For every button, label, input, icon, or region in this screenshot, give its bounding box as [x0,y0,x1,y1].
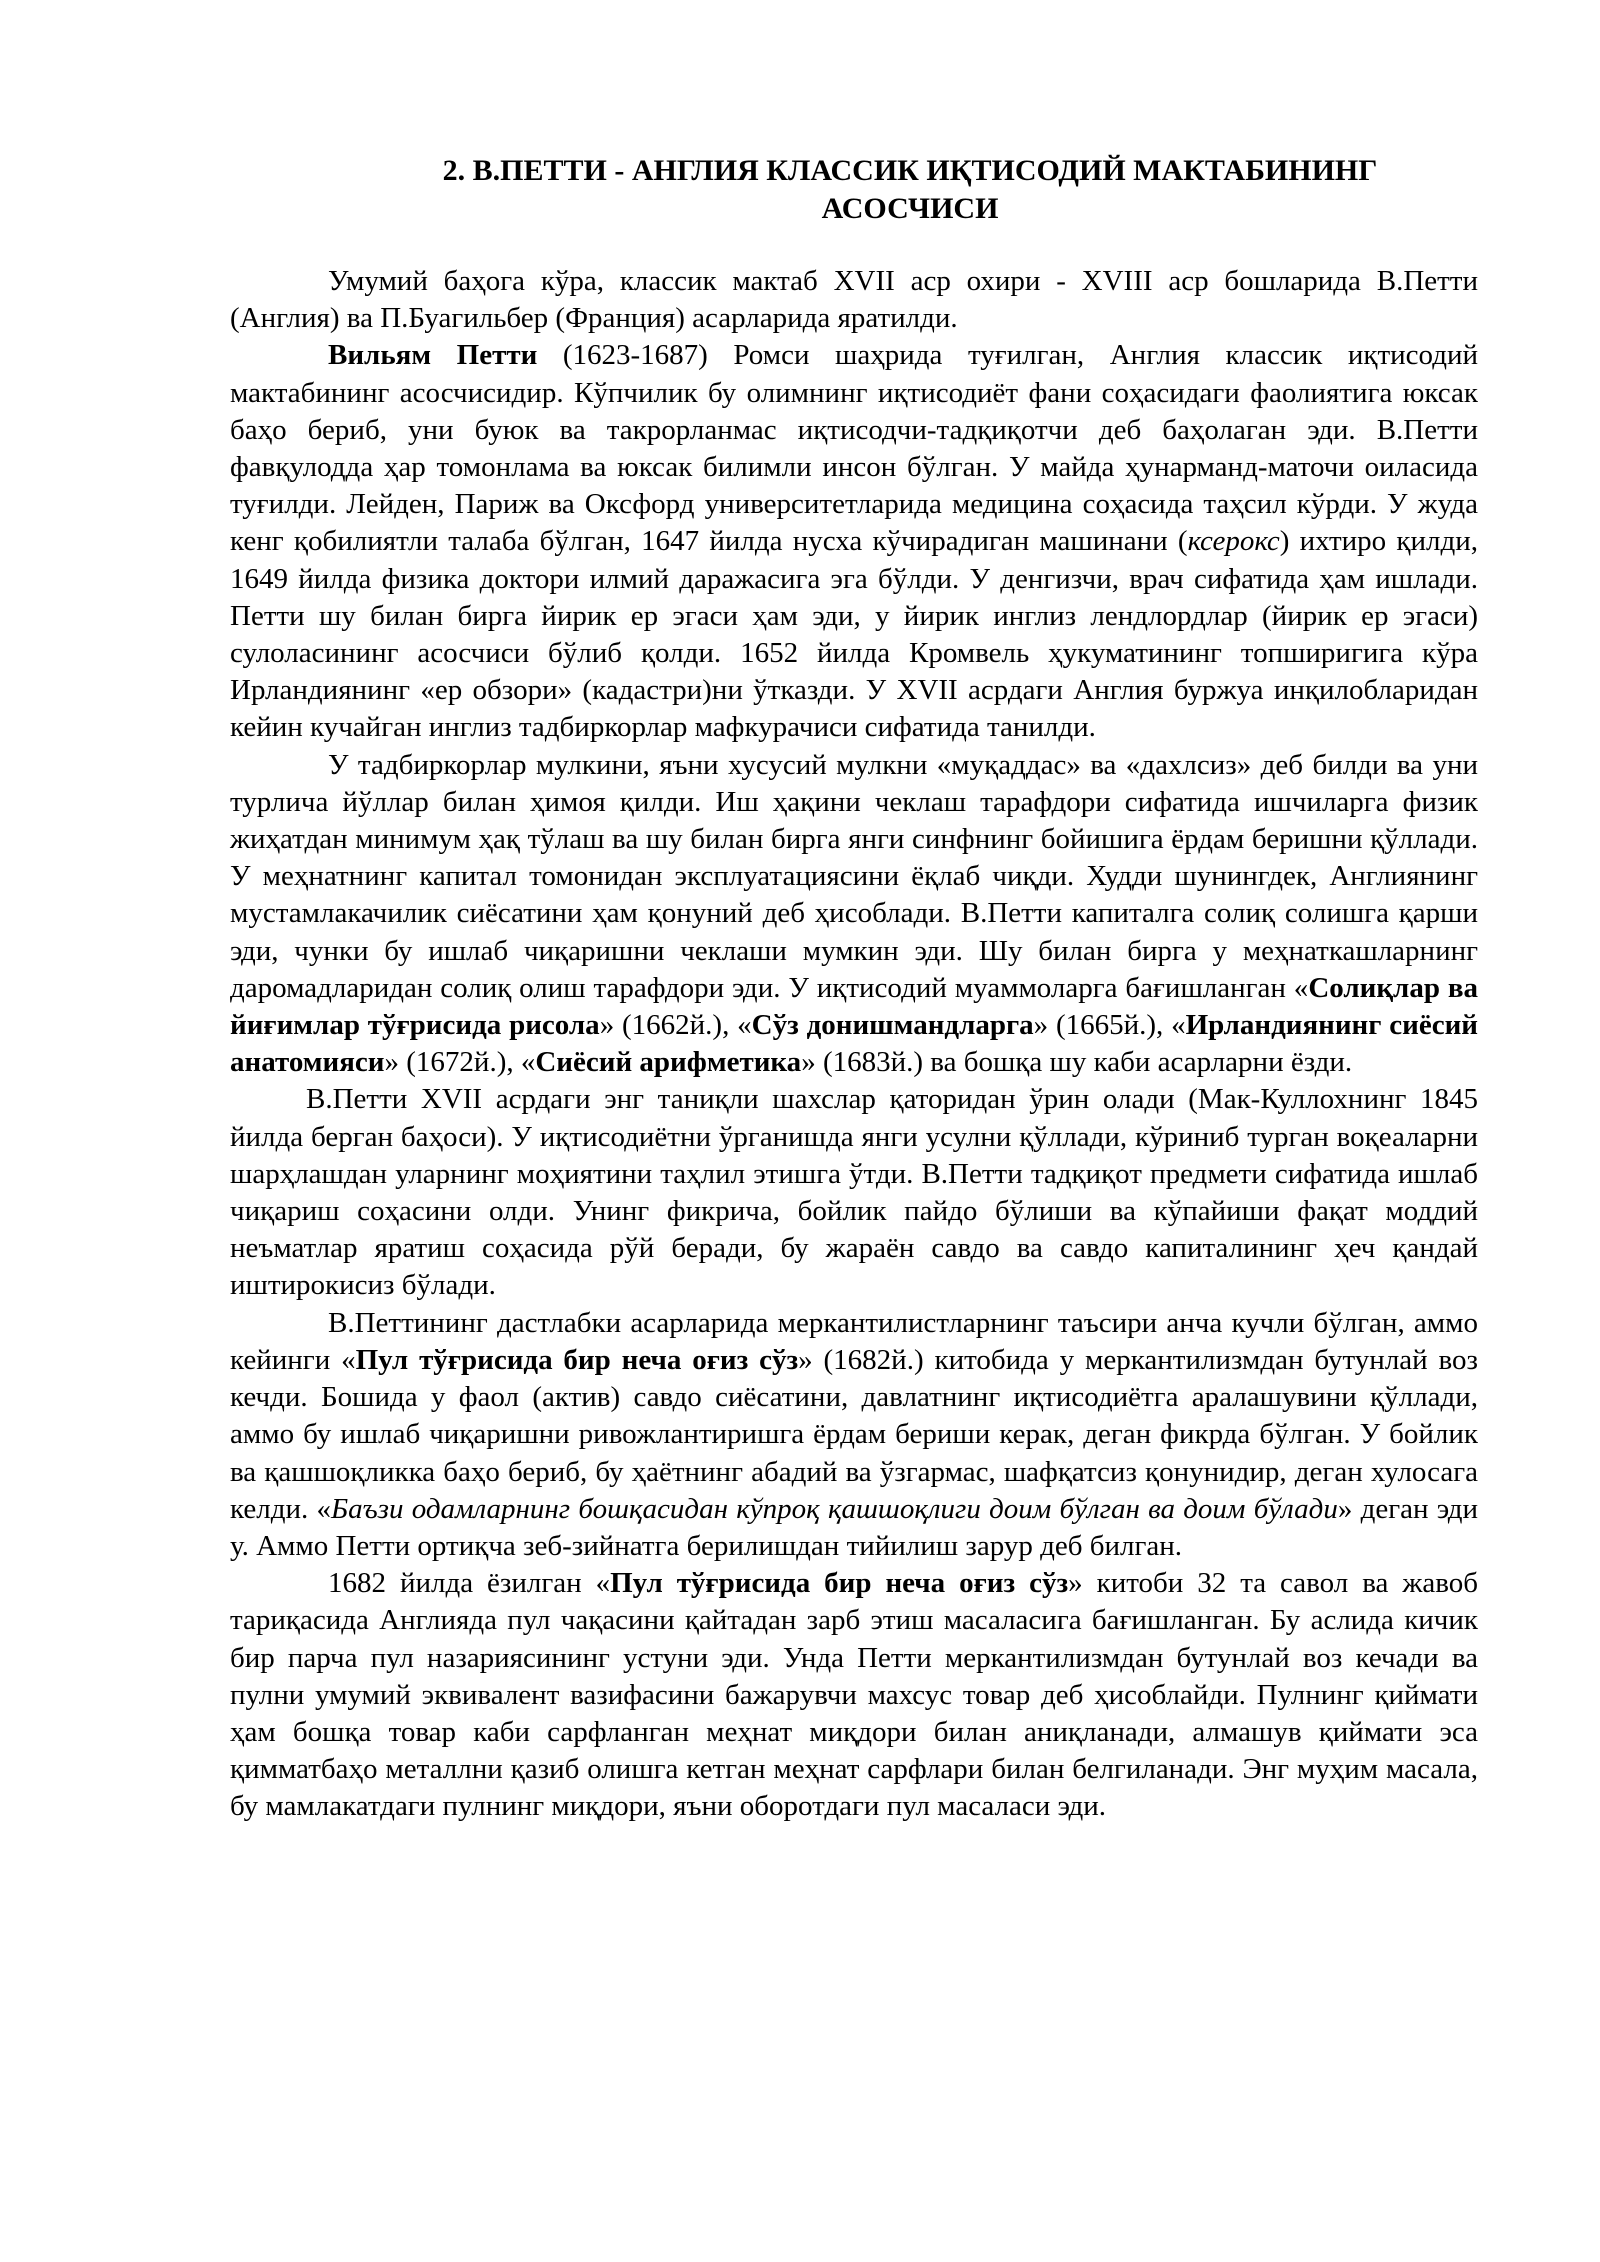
paragraph-2 [230,337,1478,746]
paragraph-5-text-a: В.Петтининг дастлабки асарларида меркантилистларнинг таъсири анча кучли бўлган, аммо кейинги « [230,1306,1478,1376]
paragraph-6 [230,1565,1478,1825]
work-title-3: Ирландиянинг сиёсий анатомияси [230,1009,1478,1079]
paragraph-3-text-e: » (1683й.) ва бошқа шу каби асарларни ёзди. [801,1046,1353,1079]
paragraph-3-text-b: » (1662й.), « [599,1009,752,1042]
title-line-2: АСОСЧИСИ [821,192,999,225]
work-title-money: Пул тўғрисида бир неча оғиз сўз [355,1343,799,1376]
page-title [360,152,1460,228]
quote: Баъзи одамларнинг бошқасидан кўпроқ қашшоқлиги доим бўлган ва доим бўлади [331,1492,1338,1525]
title-line-1: 2. В.ПЕТТИ - АНГЛИЯ КЛАССИК ИҚТИСОДИЙ МАКТАБИНИНГ [442,154,1378,187]
work-title-money-2: Пул тўғрисида бир неча оғиз сўз [610,1567,1069,1600]
work-title-4: Сиёсий арифметика [535,1046,802,1079]
paragraph-6-text-b: » китоби 32 та савол ва жавоб тариқасида Англияда пул чақасини қайтадан зарб этиш масаласига бағишланган. Бу аслида кичик бир парча пул назариясининг устуни эди. Унда Петти меркантилизмдан бутунлай воз кечади ва пулни умумий эквивалент вазифасини бажарувчи махсус товар деб ҳисоблайди. Пулнинг қиймати ҳам бошқа товар каби сарфланган меҳнат миқдори билан аниқланади, алмашув қиймати эса қимматбаҳо металлни қазиб олишга кетган меҳнат сарфлари билан белгиланади. Энг муҳим масала, бу мамлакатдаги пулнинг миқдори, яъни оборотдаги пул масаласи эди. [230,1567,1478,1823]
work-title-2: Сўз донишмандларга [751,1009,1034,1042]
person-name: Вильям Петти [328,339,538,372]
paragraph-3-text-d: » (1672й.), « [384,1046,536,1079]
work-title-1: Солиқлар ва йиғимлар тўғрисида рисола [230,971,1478,1042]
document-body [230,263,1478,1826]
paragraph-5-text-c: » деган эди у. Аммо Петти ортиқча зеб-зийнатга берилишдан тийилиш зарур деб билган. [230,1492,1478,1562]
paragraph-3-text-c: » (1665й.), « [1033,1009,1186,1042]
paragraph-6-text-a: 1682 йилда ёзилган « [328,1567,611,1600]
xerox-term: ксерокс [1187,525,1280,558]
paragraph-5-text-b: » (1682й.) китобида у меркантилизмдан бутунлай воз кечди. Бошида у фаол (актив) савдо сиёсатини, давлатнинг иқтисодиётга аралашувини қўллади, аммо бу ишлаб чиқаришни ривожлантиришга ёрдам бериши керак, деган фикрда бўлган. У бойлик ва қашшоқликка баҳо бериб, бу ҳаётнинг абадий ва ўзгармас, шафқатсиз қонунидир, деган хулосага келди. « [230,1343,1479,1525]
paragraph-1: Умумий баҳога кўра, классик мактаб XVII аср охири - XVIII аср бошларида В.Петти (Англия) ва П.Буагильбер (Франция) асарларида яратилди. [230,265,1478,335]
paragraph-3 [230,747,1478,1082]
paragraph-2-text-b: ) ихтиро қилди, 1649 йилда физика доктори илмий даражасига эга бўлди. У денгизчи, врач сифатида ҳам ишлади. Петти шу билан бирга йирик ер эгаси ҳам эди, у йирик инглиз лендлордлар (йирик ер эгаси) сулоласининг асосчиси бўлиб қолди. 1652 йилда Кромвель ҳукуматининг топширигига кўра Ирландиянинг «ер обзори» (кадастри)ни ўтказди. У XVII асрдаги Англия буржуа инқилобларидан кейин кучайган инглиз тадбиркорлар мафкурачиси сифатида танилди. [230,525,1478,744]
paragraph-4: В.Петти XVII асрдаги энг таниқли шахслар қаторидан ўрин олади (Мак-Куллохнинг 1845 йилда берган баҳоси). У иқтисодиётни ўрганишда янги усулни қўллади, кўриниб турган воқеаларни шарҳлашдан уларнинг моҳиятини таҳлил этишга ўтди. В.Петти тадқиқот предмети сифатида ишлаб чиқариш соҳасини олди. Унинг фикрича, бойлик пайдо бўлиши ва кўпайиши фақат моддий неъматлар яратиш соҳасида рўй беради, бу жараён савдо ва савдо капиталининг ҳеч қандай иштирокисиз бўлади. [230,1083,1478,1302]
paragraph-5 [230,1305,1478,1565]
paragraph-2-text-a: (1623-1687) Ромси шаҳрида туғилган, Англия классик иқтисодий мактабининг асосчисидир. Кўпчилик бу олимнинг иқтисодиёт фани соҳасидаги фаолиятига юксак баҳо бериб, уни буюк ва такрорланмас иқтисодчи-тадқиқотчи деб баҳолаган эди. В.Петти фавқулодда ҳар томонлама ва юксак билимли инсон бўлган. У майда ҳунарманд-маточи оиласида туғилди. Лейден, Париж ва Оксфорд университетларида медицина соҳасида таҳсил кўрди. У жуда кенг қобилиятли талаба бўлган, 1647 йилда нусха кўчирадиган машинани ( [230,339,1478,558]
paragraph-3-text-a: У тадбиркорлар мулкини, яъни хусусий мулкни «муқаддас» ва «дахлсиз» деб билди ва уни турлича йўллар билан ҳимоя қилди. Иш ҳақини чеклаш тарафдори сифатида ишчиларга физик жиҳатдан минимум ҳақ тўлаш ва шу билан бирга янги синфнинг бойишига ёрдам беришни қўллади. У меҳнатнинг капитал томонидан эксплуатациясини ёқлаб чиқди. Худди шунингдек, Англиянинг мустамлакачилик сиёсатини ҳам қонуний деб ҳисоблади. В.Петти капиталга солиқ солишга қарши эди, чунки бу ишлаб чиқаришни чеклаши мумкин эди. Шу билан бирга у меҳнаткашларнинг даромадларидан солиқ олиш тарафдори эди. У иқтисодий муаммоларга бағишланган « [230,748,1478,1004]
